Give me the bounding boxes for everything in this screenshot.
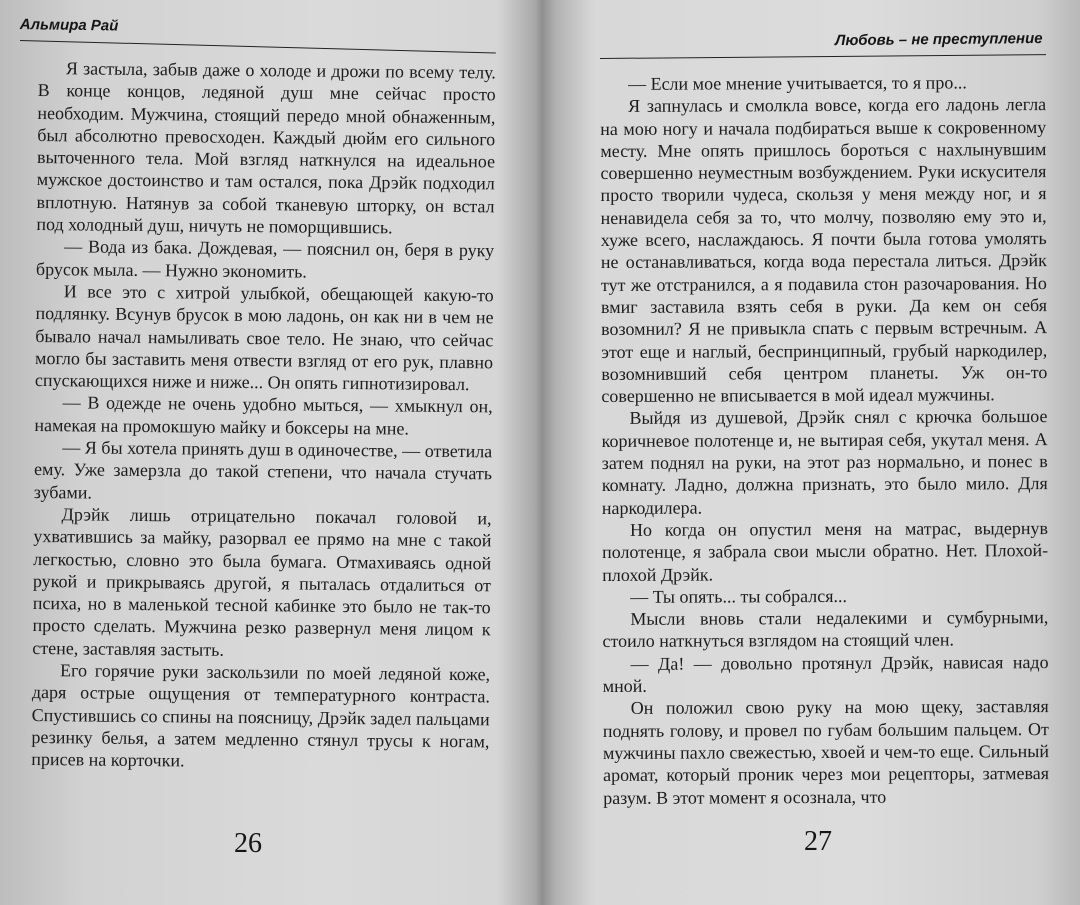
paragraph: — Ты опять... ты собрался... bbox=[630, 585, 848, 607]
paragraph: Он положил свою руку на мою щеку, заставляя поднять голову, и провел по губам большим пальцем. От мужчины пахло свежестью, хвоей и чем-то еще. Сильный аромат, который проник через мои рецепторы, затмевая разум. В этот момент я осознала, что bbox=[602, 696, 1050, 808]
paragraph: И все это с хитрой улыбкой, обещающей какую-то подлянку. Всунув брусок в мою ладонь, он как ни в чем не бывало начал намыливать свое тело. Не знаю, что сейчас могло бы заставить меня отвести взгляд от его рук, плавно спускающихся ниже и ниже... Он опять гипнотизировал. bbox=[34, 281, 494, 395]
right-page bbox=[548, 0, 1080, 905]
paragraph: — В одежде не очень удобно мыться, — хмыкнул он, намекая на промокшую майку и боксеры на мне. bbox=[34, 392, 493, 439]
running-head-author: Альмира Рай bbox=[19, 16, 119, 35]
header-rule bbox=[600, 54, 1046, 59]
paragraph: Его горячие руки заскользили по моей ледяной коже, даря острые ощущения от температурного контраста. Спустившись со спины на поясницу, Дрэйк задел пальцами резинку белья, а затем медленно стянул трусы к ногам, присев на корточки. bbox=[31, 660, 491, 771]
page-number-left: 26 bbox=[234, 828, 262, 859]
right-page-text bbox=[600, 71, 1049, 809]
left-page bbox=[0, 0, 538, 905]
paragraph: — Да! — довольно протянул Дрэйк, нависая надо мной. bbox=[602, 651, 1049, 697]
paragraph: — Я бы хотела принять душ в одиночестве, — ответила ему. Уже замерзла до такой степени, что начала стучать зубами. bbox=[33, 437, 493, 503]
paragraph: — Вода из бака. Дождевая, — пояснил он, беря в руку брусок мыла. — Нужно экономить. bbox=[35, 236, 495, 282]
paragraph: Дрэйк лишь отрицательно покачал головой и, ухватившись за майку, разорвал ее прямо на мне с такой легкостью, словно это была бумага. Отмахиваясь одной рукой и прикрываясь другой, я пыталась отдалиться от психа, но в маленькой тесной кабинке это было не так-то просто сделать. Мужчина резко развернул меня лицом к стене, заставляя застыть. bbox=[32, 504, 492, 660]
paragraph: Но когда он опустил меня на матрас, выдернув полотенце, я забрала свои мысли обратно. Нет. Плохой-плохой Дрэйк. bbox=[602, 517, 1049, 585]
paragraph: Я застыла, забыв даже о холоде и дрожи по всему телу. В конце концов, ледяной душ мне сейчас просто необходим. Мужчина, стоящий передо мной обнаженным, был абсолютно превосходен. Каждый дюйм его сильного выточенного тела. Мой взгляд наткнулся на идеальное мужское достоинство и там остался, пока Дрэйк подходил вплотную. Натянув за собой тканевую шторку, он встал под холодный душ, ничуть не поморщившись. bbox=[36, 58, 496, 238]
paragraph: Мысли вновь стали недалекими и сумбурными, стоило наткнуться взглядом на стоящий член. bbox=[602, 607, 1049, 652]
page-number-right: 27 bbox=[804, 826, 832, 857]
header-rule bbox=[20, 40, 496, 53]
paragraph: Выйдя из душевой, Дрэйк снял с крючка большое коричневое полотенце и, не вытирая себя, укутал меня. А затем поднял на руки, на этот раз нормально, и понес в комнату. Ладно, должна признать, это было мило. Для наркодилера. bbox=[601, 406, 1048, 518]
left-page-text bbox=[31, 57, 496, 775]
paragraph: — Если мое мнение учитывается, то я про... bbox=[628, 72, 967, 94]
running-head-title: Любовь – не преступление bbox=[834, 30, 1043, 50]
paragraph: Я запнулась и смолкла вовсе, когда его ладонь легла на мою ногу и начала подбираться выше к сокровенному месту. Мне опять пришлось бороться с нахлынувшим совершенно неуместным возбуждением. Руки искусителя просто творили чудеса, скользя у меня между ног, и я ненавидела себя за то, что молчу, позволяю ему это и, хуже всего, наслаждаюсь. Я почти была готова умолять не останавливаться, когда вода перестала литься. Дрэйк тут же отстранился, а я подавила стон разочарования. Но вмиг заставила взять себя в руки. Да кем он себя возомнил? Я не привыкла спать с первым встречным. А этот еще и наглый, беспринципный, грубый наркодилер, возомнивший себя центром планеты. Уж он-то совершенно не вписывается в мой идеал мужчины. bbox=[600, 94, 1048, 407]
